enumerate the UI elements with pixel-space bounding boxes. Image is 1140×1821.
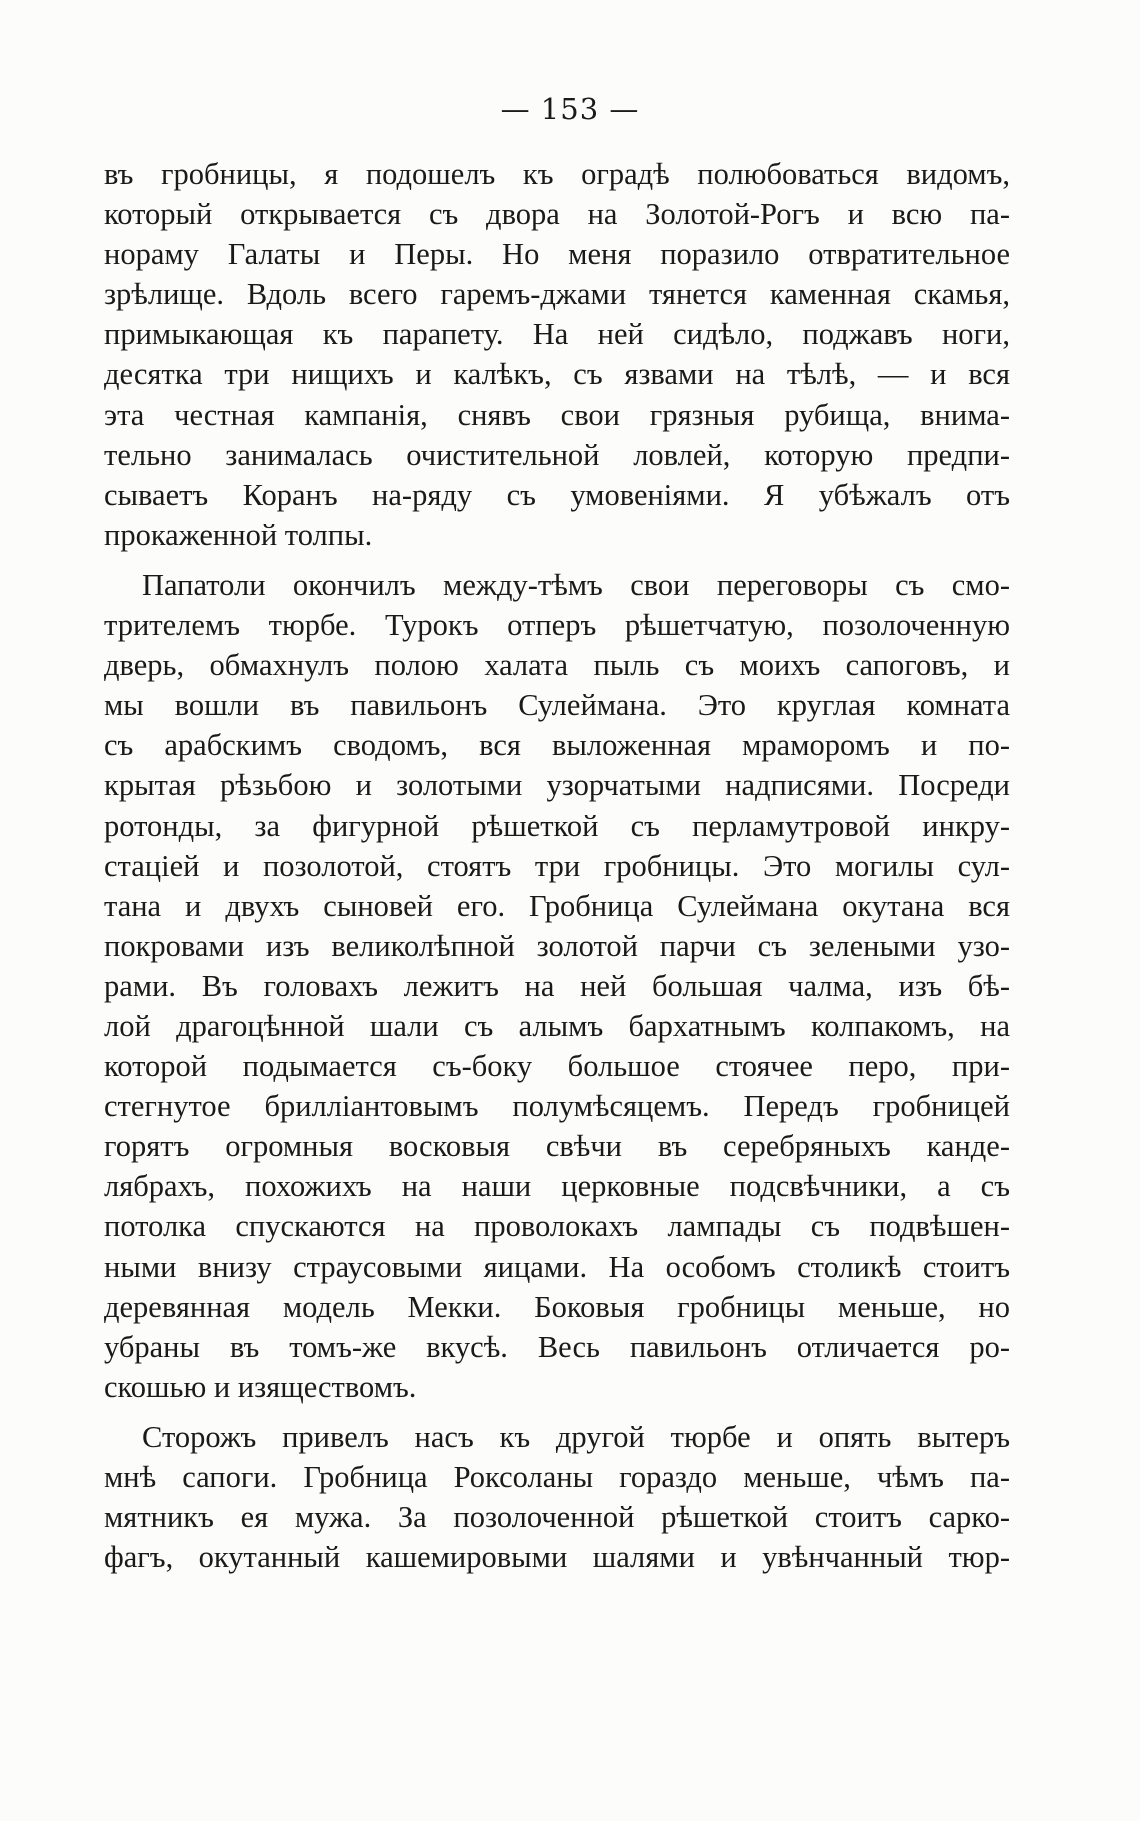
paragraph-3 — [104, 1417, 1010, 1577]
paragraph-2 — [104, 565, 1010, 1407]
text-line: потолка спускаются на проволокахъ лампады съ подвѣшен- — [104, 1209, 1010, 1244]
text-line: фагъ, окутанный кашемировыми шалями и увѣнчанный тюр- — [104, 1540, 1010, 1575]
text-line: прокаженной толпы. — [104, 517, 373, 552]
body-text — [104, 154, 1010, 1577]
text-line: мятникъ ея мужа. За позолоченной рѣшеткой стоитъ сарко- — [104, 1500, 1010, 1535]
text-line: тана и двухъ сыновей его. Гробница Сулеймана окутана вся — [104, 888, 1010, 923]
text-line: рами. Въ головахъ лежитъ на ней большая чалма, изъ бѣ- — [104, 968, 1010, 1003]
text-line: стегнутое брилліантовымъ полумѣсяцемъ. Передъ гробницей — [104, 1089, 1010, 1124]
text-line: лябрахъ, похожихъ на наши церковные подсвѣчники, а съ — [104, 1169, 1010, 1204]
text-line: горятъ огромныя восковыя свѣчи въ серебряныхъ канде- — [104, 1129, 1010, 1164]
text-line: десятка три нищихъ и калѣкъ, съ язвами на тѣлѣ, — и вся — [104, 357, 1010, 392]
text-line: покровами изъ великолѣпной золотой парчи съ зелеными узо- — [104, 928, 1010, 963]
text-line: въ гробницы, я подошелъ къ оградѣ полюбоваться видомъ, — [104, 157, 1010, 191]
text-line: Сторожъ привелъ насъ къ другой тюрбе и опять вытеръ — [142, 1419, 1010, 1454]
text-line: скошью и изяществомъ. — [104, 1369, 417, 1404]
text-line: зрѣлище. Вдоль всего гаремъ-джами тянется каменная скамья, — [104, 277, 1010, 312]
text-line: трителемъ тюрбе. Турокъ отперъ рѣшетчатую, позолоченную — [104, 608, 1010, 643]
text-line: примыкающая къ парапету. На ней сидѣло, поджавъ ноги, — [104, 317, 1010, 352]
text-line: лой драгоцѣнной шали съ алымъ бархатнымъ колпакомъ, на — [104, 1008, 1010, 1043]
text-line: нораму Галаты и Перы. Но меня поразило отвратительное — [104, 237, 1010, 272]
paragraph-1 — [104, 154, 1010, 555]
text-line: деревянная модель Мекки. Боковыя гробницы меньше, но — [104, 1289, 1010, 1324]
text-line: тельно занималась очистительной ловлей, которую предпи- — [104, 437, 1010, 472]
text-line: Папатоли окончилъ между-тѣмъ свои переговоры съ смо- — [142, 567, 1010, 602]
text-line: крытая рѣзьбою и золотыми узорчатыми надписями. Посреди — [104, 768, 1010, 803]
text-line: убраны въ томъ-же вкусѣ. Весь павильонъ отличается ро- — [104, 1329, 1010, 1364]
text-line: эта честная кампанія, снявъ свои грязныя рубища, внима- — [104, 397, 1010, 432]
text-line: который открывается съ двора на Золотой-Рогъ и всю па- — [104, 197, 1010, 232]
text-line: ротонды, за фигурной рѣшеткой съ перламутровой инкру- — [104, 808, 1010, 843]
text-line: мнѣ сапоги. Гробница Роксоланы гораздо меньше, чѣмъ па- — [104, 1460, 1010, 1494]
page-number: — 153 — — [500, 92, 640, 126]
text-line: дверь, обмахнулъ полою халата пыль съ моихъ сапоговъ, и — [104, 648, 1010, 683]
text-line: съ арабскимъ сводомъ, вся выложенная мраморомъ и по- — [104, 728, 1010, 763]
text-line: мы вошли въ павильонъ Сулеймана. Это круглая комната — [104, 688, 1010, 723]
text-line: сываетъ Коранъ на-ряду съ умовеніями. Я убѣжалъ отъ — [104, 477, 1010, 512]
text-line: стаціей и позолотой, стоятъ три гробницы. Это могилы сул- — [104, 848, 1010, 883]
text-line: ными внизу страусовыми яицами. На особомъ столикѣ стоитъ — [104, 1249, 1010, 1284]
text-line: которой подымается съ-боку большое стоячее перо, при- — [104, 1049, 1010, 1084]
